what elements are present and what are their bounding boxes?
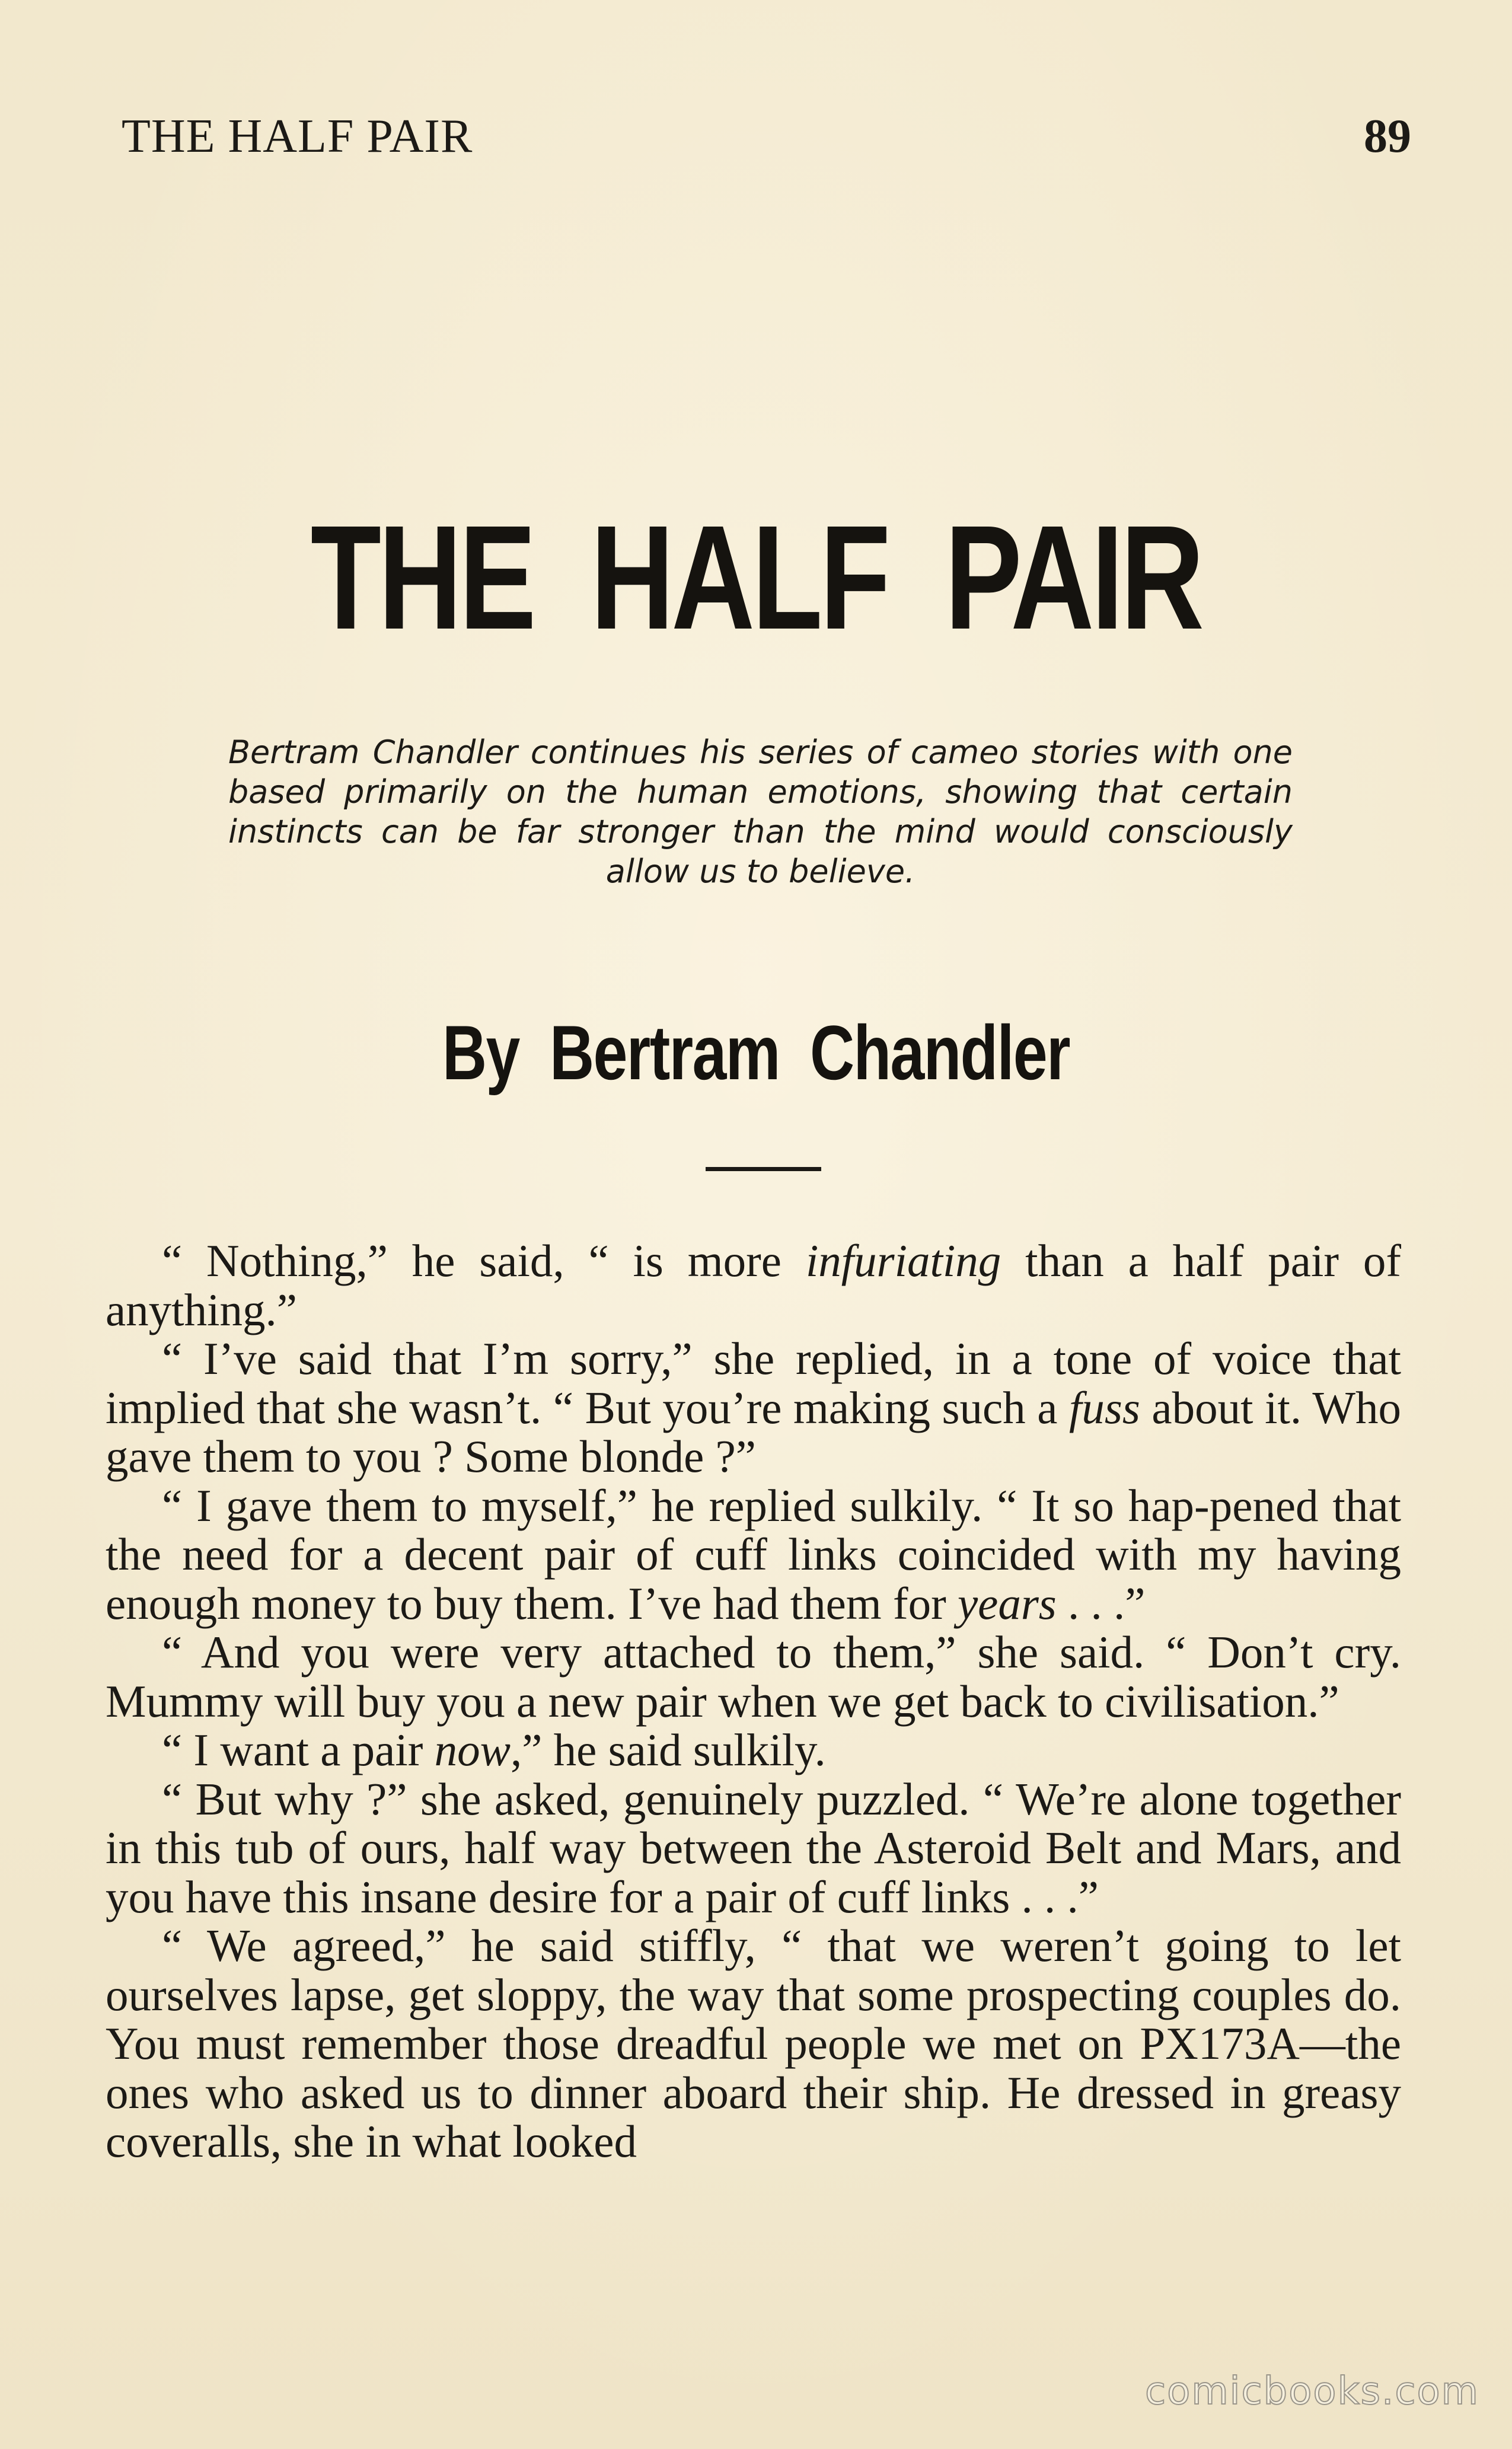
- text-run: “ We agreed,” he said stiffly, “ that we weren’t going to let ourselves lapse, get sloppy, the way that some prospecting couples do. You must remember those dreadful people we met on PX173A—the ones who asked us to dinner aboard their ship. He dressed in greasy coveralls, she in what looked: [106, 1920, 1401, 2167]
- story-body: [106, 1236, 1401, 2166]
- story-byline: By Bertram Chandler: [442, 1009, 1070, 1096]
- text-run: “ But why ?” she asked, genuinely puzzled. “ We’re alone together in this tub of ours, half way between the Asteroid Belt and Mars, and you have this insane desire for a pair of cuff links . . .”: [106, 1773, 1401, 1922]
- text-run: “ I want a pair: [162, 1724, 435, 1775]
- section-rule: [706, 1167, 821, 1171]
- paragraph: [106, 1921, 1401, 2166]
- paragraph: [106, 1481, 1401, 1628]
- text-run: . . .”: [1056, 1577, 1146, 1629]
- text-run: “ I gave them to myself,” he replied sulkily. “ It so hap-pened that the need for a decent pair of cuff links coincided with my having enough money to buy them. I’ve had them for: [106, 1479, 1401, 1629]
- text-run: ,” he said sulkily.: [511, 1724, 826, 1775]
- text-run: “ Nothing,” he said, “ is more: [162, 1235, 806, 1286]
- text-run: about it. Who gave them to you ? Some blonde ?”: [106, 1382, 1401, 1482]
- paragraph: [106, 1236, 1401, 1334]
- watermark-logo: comicbooks.com: [1144, 2370, 1479, 2413]
- paragraph: [106, 1726, 1401, 1775]
- text-run: than a half pair of anything.”: [106, 1235, 1402, 1335]
- text-run: “ I’ve said that I’m sorry,” she replied, in a tone of voice that implied that she wasn’t. “ But you’re making such a: [106, 1333, 1401, 1433]
- paragraph: [106, 1628, 1401, 1726]
- italic-run: years: [957, 1577, 1057, 1629]
- page-number: 89: [1364, 110, 1411, 162]
- story-blurb: Bertram Chandler continues his series of cameo stories with one based primarily on the human emotions, showing that certain instincts can be far stronger than the mind would consciously allow us to believe.: [228, 734, 1293, 890]
- italic-run: now: [434, 1724, 511, 1775]
- story-title: THE HALF PAIR: [310, 495, 1202, 660]
- running-head: THE HALF PAIR: [122, 110, 473, 162]
- text-run: “ And you were very attached to them,” she said. “ Don’t cry. Mummy will buy you a new pair when we get back to civilisation.”: [106, 1627, 1401, 1727]
- italic-run: fuss: [1069, 1382, 1140, 1433]
- paragraph: [106, 1334, 1401, 1481]
- paragraph: [106, 1775, 1401, 1922]
- italic-run: infuriating: [805, 1235, 1001, 1286]
